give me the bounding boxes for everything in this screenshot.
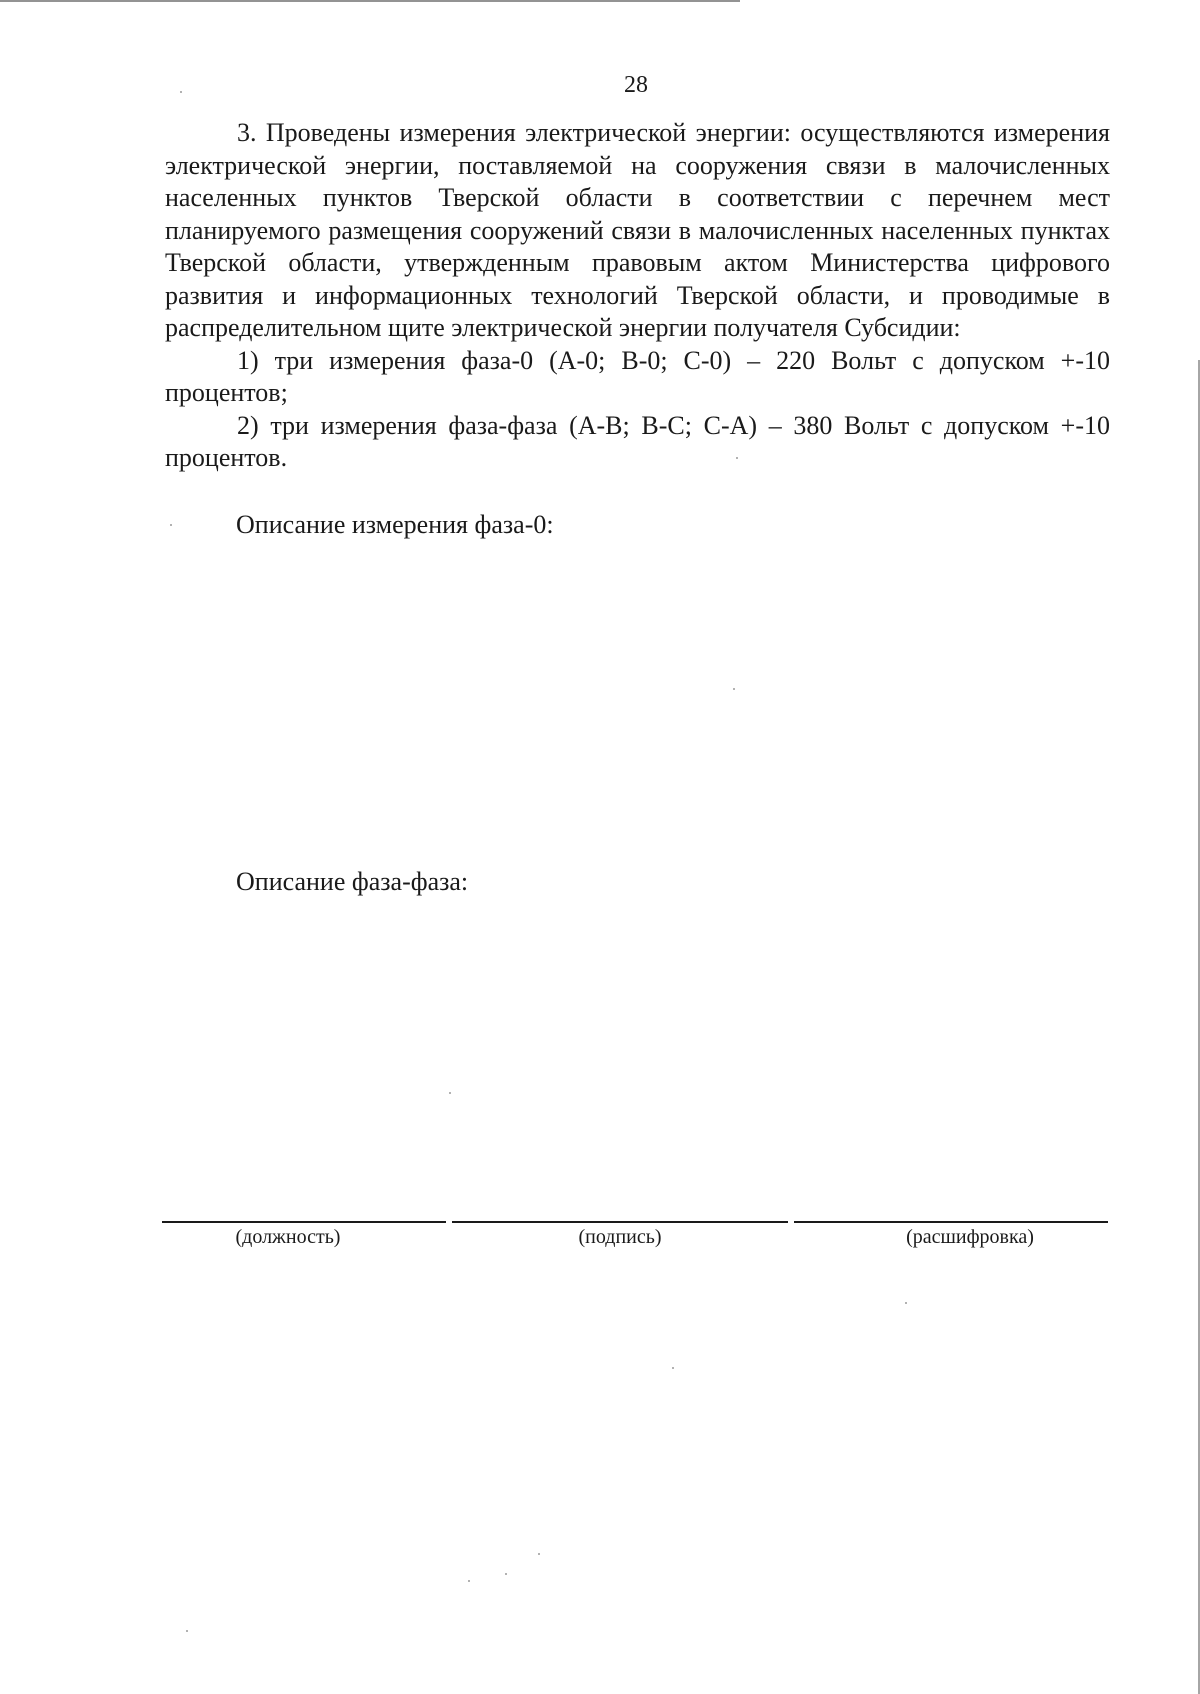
scan-speck: [736, 457, 738, 459]
scan-edge-top: [0, 0, 740, 2]
scan-speck: [505, 1573, 507, 1575]
phase-phase-heading: Описание фаза-фаза:: [236, 867, 469, 896]
scan-speck: [538, 1553, 540, 1555]
page-number: 28: [624, 72, 648, 98]
scan-speck: [180, 91, 182, 93]
scan-speck: [468, 1580, 470, 1582]
signature-line-signature: [452, 1221, 788, 1223]
scan-speck: [449, 1092, 451, 1094]
signature-label-decoding: (расшифровка): [906, 1226, 1034, 1248]
paragraph-phase-zero: 1) три измерения фаза-0 (А-0; В-0; С-0) – 220 Вольт с допуском +-10 процентов;: [165, 345, 1110, 407]
paragraph-phase-phase: 2) три измерения фаза-фаза (А-В; В-С; С-А) – 380 Вольт с допуском +-10 процентов.: [165, 410, 1110, 472]
signature-label-position: (должность): [235, 1226, 341, 1248]
signature-line-position: [162, 1221, 446, 1223]
scan-speck: [186, 1630, 188, 1632]
scan-speck: [672, 1367, 674, 1369]
scan-speck: [905, 1302, 907, 1304]
scan-speck: [733, 688, 735, 690]
signature-label-signature: (подпись): [578, 1226, 662, 1248]
signature-line-decoding: [794, 1221, 1108, 1223]
paragraph-measurements: 3. Проведены измерения электрической энергии: осуществляются измерения электрической энергии, поставляемой на сооружения связи в малочисленных населенных пунктов Тверской области в соответствии с перечнем мест планируемого размещения сооружений связи в малочисленных населенных пунктах Тверской области, утвержденным правовым актом Министерства цифрового развития и информационных технологий Тверской области, и проводимые в распределительном щите электрической энергии получателя Субсидии:: [165, 118, 1110, 342]
phase-zero-heading: Описание измерения фаза-0:: [236, 510, 554, 539]
scan-speck: [170, 524, 172, 526]
body-text: [165, 117, 1110, 475]
